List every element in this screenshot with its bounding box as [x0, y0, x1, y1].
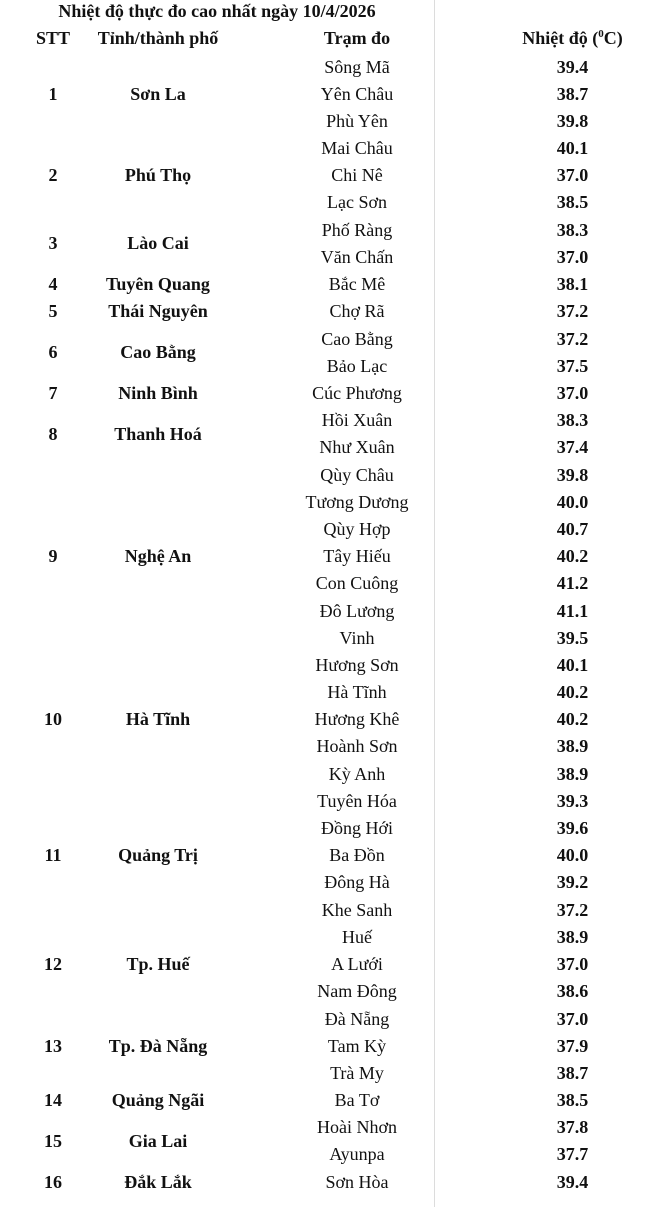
station-cell: Phố Ràng: [321, 219, 393, 240]
station-cell: Như Xuân: [319, 437, 395, 458]
table-row: [0, 869, 660, 896]
province-group: [0, 1114, 660, 1168]
table-row: [0, 516, 660, 543]
temperature-cell: 38.5: [556, 192, 589, 213]
temperature-cell: 38.6: [556, 981, 589, 1002]
temperature-cell: 37.2: [556, 301, 589, 322]
temperature-cell: 38.5: [556, 1090, 589, 1111]
header-stt: STT: [35, 28, 71, 48]
station-cell: Mai Châu: [321, 138, 393, 159]
station-cell: Chi Nê: [331, 165, 383, 186]
table-row: [0, 897, 660, 924]
station-cell: Nam Đông: [317, 981, 397, 1002]
stt-cell: 8: [48, 423, 58, 444]
page-title: Nhiệt độ thực đo cao nhất ngày 10/4/2026: [58, 1, 376, 21]
temperature-cell: 37.0: [556, 954, 589, 975]
stt-cell: 13: [44, 1035, 62, 1056]
temperature-cell: 39.3: [556, 790, 589, 811]
table-row: [0, 924, 660, 951]
station-cell: A Lưới: [331, 954, 383, 975]
station-cell: Khe Sanh: [321, 899, 393, 920]
temperature-cell: 39.2: [556, 872, 589, 893]
station-cell: Kỳ Anh: [328, 763, 386, 784]
province-cell: Gia Lai: [128, 1130, 188, 1151]
header-temperature-degree: 0: [598, 28, 604, 40]
province-cell: Quảng Ngãi: [111, 1090, 205, 1111]
temperature-cell: 40.2: [556, 682, 589, 703]
temperature-cell: 39.6: [556, 818, 589, 839]
table-row: [0, 162, 660, 189]
province-cell: Đắk Lắk: [124, 1171, 192, 1192]
table-row: [0, 217, 660, 244]
temperature-cell: 40.1: [556, 138, 589, 159]
province-group: [0, 298, 660, 325]
station-cell: Yên Châu: [320, 83, 394, 104]
province-cell: Ninh Bình: [118, 382, 198, 403]
table-row: [0, 244, 660, 271]
header-temperature: [485, 26, 660, 50]
table-row: [0, 298, 660, 325]
table-row: [0, 1033, 660, 1060]
table-row: [0, 761, 660, 788]
province-group: [0, 271, 660, 298]
province-group: [0, 326, 660, 380]
province-group: [0, 462, 660, 652]
table-row: [0, 1169, 660, 1196]
station-cell: Huế: [342, 926, 372, 947]
temperature-cell: 37.0: [556, 1008, 589, 1029]
station-cell: Đô Lương: [319, 600, 395, 621]
stt-cell: 7: [48, 382, 58, 403]
province-group: [0, 135, 660, 217]
station-cell: Sơn Hòa: [325, 1171, 389, 1192]
stt-cell: 2: [48, 165, 58, 186]
temperature-cell: 39.8: [556, 464, 589, 485]
table-row: [0, 326, 660, 353]
station-cell: Hồi Xuân: [321, 410, 393, 431]
station-cell: Trà My: [330, 1062, 384, 1083]
province-group: [0, 652, 660, 788]
table-row: [0, 353, 660, 380]
table-row: [0, 489, 660, 516]
temperature-cell: 39.5: [556, 627, 589, 648]
header-temperature-prefix: Nhiệt độ (: [522, 28, 599, 48]
province-cell: Cao Bằng: [120, 342, 196, 363]
station-cell: Qùy Châu: [320, 464, 394, 485]
station-cell: Tương Dương: [305, 491, 409, 512]
temperature-cell: 37.2: [556, 328, 589, 349]
temperature-cell: 38.9: [556, 926, 589, 947]
station-cell: Con Cuông: [315, 573, 399, 594]
temperature-cell: 40.2: [556, 546, 589, 567]
province-cell: Sơn La: [130, 83, 186, 104]
temperature-cell: 38.1: [556, 274, 589, 295]
table-row: [0, 598, 660, 625]
header-station: Trạm đo: [323, 28, 391, 48]
station-cell: Hương Khê: [314, 709, 400, 730]
stt-cell: 6: [48, 342, 58, 363]
table-row: [0, 733, 660, 760]
table-row: [0, 951, 660, 978]
table-row: [0, 81, 660, 108]
station-cell: Bảo Lạc: [326, 355, 388, 376]
table-row: [0, 135, 660, 162]
station-cell: Văn Chấn: [320, 246, 394, 267]
stt-cell: 4: [48, 274, 58, 295]
temperature-cell: 37.7: [556, 1144, 589, 1165]
temperature-cell: 37.0: [556, 165, 589, 186]
station-cell: Hương Sơn: [315, 654, 399, 675]
temperature-cell: 37.8: [556, 1117, 589, 1138]
stt-cell: 3: [48, 233, 58, 254]
temperature-cell: 37.0: [556, 382, 589, 403]
table-row: [0, 625, 660, 652]
table-row: [0, 462, 660, 489]
station-cell: Bắc Mê: [328, 274, 386, 295]
table-row: [0, 978, 660, 1005]
province-group: [0, 788, 660, 924]
stt-cell: 10: [44, 709, 62, 730]
stt-cell: 9: [48, 546, 58, 567]
station-cell: Phù Yên: [326, 110, 388, 131]
station-cell: Tuyên Hóa: [317, 790, 397, 811]
table-row: [0, 1060, 660, 1087]
station-cell: Hà Tĩnh: [327, 682, 387, 703]
province-cell: Hà Tĩnh: [125, 709, 191, 730]
station-cell: Ba Đồn: [329, 845, 385, 866]
stt-cell: 12: [44, 954, 62, 975]
province-group: [0, 1087, 660, 1114]
temperature-cell: 38.3: [556, 219, 589, 240]
province-cell: Tuyên Quang: [106, 274, 210, 295]
temperature-cell: 38.7: [556, 1062, 589, 1083]
station-cell: Đông Hà: [324, 872, 390, 893]
table-row: [0, 570, 660, 597]
station-cell: Đà Nẵng: [324, 1008, 390, 1029]
station-cell: Ba Tơ: [334, 1090, 380, 1111]
temperature-cell: 41.1: [556, 600, 589, 621]
temperature-cell: 37.0: [556, 246, 589, 267]
temperature-cell: 40.1: [556, 654, 589, 675]
temperature-cell: 41.2: [556, 573, 589, 594]
table-row: [0, 380, 660, 407]
temperature-cell: 39.4: [556, 1171, 589, 1192]
table-row: [0, 1087, 660, 1114]
province-group: [0, 1169, 660, 1196]
table-row: [0, 679, 660, 706]
temperature-cell: 38.3: [556, 410, 589, 431]
header-temperature-suffix: C): [603, 28, 623, 48]
table-row: [0, 271, 660, 298]
province-cell: Quảng Trị: [118, 845, 198, 866]
table-row: [0, 1006, 660, 1033]
table-row: [0, 842, 660, 869]
province-cell: Thanh Hoá: [114, 423, 202, 444]
temperature-cell: 38.9: [556, 763, 589, 784]
station-cell: Ayunpa: [329, 1144, 385, 1165]
station-cell: Hoành Sơn: [316, 736, 398, 757]
station-cell: Tam Kỳ: [327, 1035, 387, 1056]
table-row: [0, 815, 660, 842]
station-cell: Lạc Sơn: [326, 192, 387, 213]
province-group: [0, 54, 660, 136]
province-cell: Nghệ An: [124, 546, 192, 567]
temperature-cell: 40.0: [556, 491, 589, 512]
stt-cell: 14: [44, 1090, 62, 1111]
temperature-cell: 39.4: [556, 56, 589, 77]
table-row: [0, 706, 660, 733]
province-group: [0, 217, 660, 271]
station-cell: Vinh: [339, 627, 375, 648]
table-row: [0, 434, 660, 461]
header-province: Tỉnh/thành phố: [97, 28, 219, 48]
station-cell: Tây Hiếu: [323, 546, 391, 567]
table-row: [0, 543, 660, 570]
temperature-cell: 37.9: [556, 1035, 589, 1056]
table-row: [0, 108, 660, 135]
temperature-cell: 37.4: [556, 437, 589, 458]
table-row: [0, 652, 660, 679]
province-group: [0, 1006, 660, 1088]
temperature-cell: 40.0: [556, 845, 589, 866]
table-row: [0, 1141, 660, 1168]
temperature-cell: 37.5: [556, 355, 589, 376]
province-cell: Phú Thọ: [124, 165, 192, 186]
temperature-cell: 37.2: [556, 899, 589, 920]
temperature-cell: 40.2: [556, 709, 589, 730]
station-cell: Chợ Rã: [329, 301, 385, 322]
temperature-cell: 40.7: [556, 518, 589, 539]
station-cell: Đồng Hới: [320, 818, 394, 839]
province-cell: Lào Cai: [127, 233, 189, 254]
stt-cell: 11: [44, 845, 62, 866]
temperature-cell: 38.7: [556, 83, 589, 104]
province-cell: Thái Nguyên: [108, 301, 208, 322]
province-group: [0, 924, 660, 1006]
province-group: [0, 407, 660, 461]
stt-cell: 15: [44, 1130, 62, 1151]
province-group: [0, 380, 660, 407]
temperature-cell: 39.8: [556, 110, 589, 131]
province-cell: Tp. Huế: [126, 954, 190, 975]
table-row: [0, 407, 660, 434]
province-cell: Tp. Đà Nẵng: [108, 1035, 208, 1056]
table-row: [0, 189, 660, 216]
temperature-cell: 38.9: [556, 736, 589, 757]
station-cell: Hoài Nhơn: [316, 1117, 397, 1138]
stt-cell: 1: [48, 83, 58, 104]
stt-cell: 5: [48, 301, 58, 322]
station-cell: Cúc Phương: [312, 382, 402, 403]
station-cell: Qùy Hợp: [323, 518, 391, 539]
table-row: [0, 788, 660, 815]
station-cell: Sông Mã: [324, 56, 390, 77]
table-row: [0, 1114, 660, 1141]
table-row: [0, 54, 660, 81]
stt-cell: 16: [44, 1171, 62, 1192]
station-cell: Cao Bằng: [321, 328, 393, 349]
